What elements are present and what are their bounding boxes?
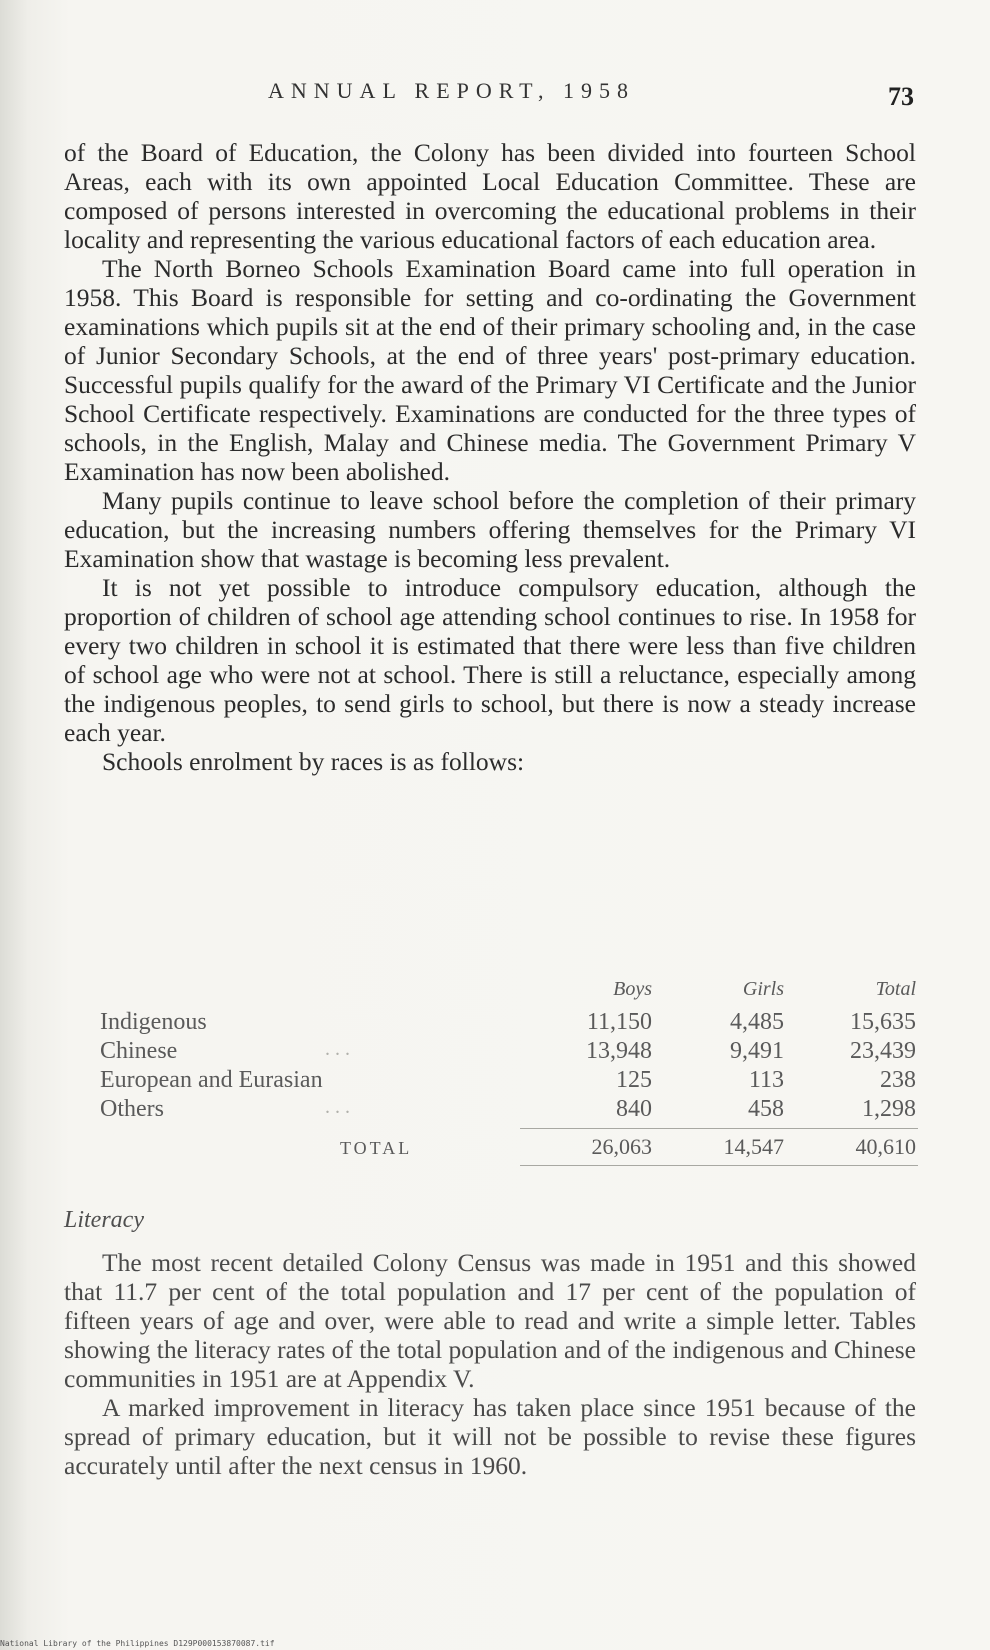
cell-total: 1,298: [862, 1096, 916, 1122]
table-row: [100, 1066, 918, 1095]
table-row: [100, 1095, 918, 1124]
cell-girls: 4,485: [730, 1009, 784, 1035]
paragraph-examination-board: The North Borneo Schools Examination Board came into full operation in 1958. This Board is responsible for setting and co-ordinating the Government examinations which pupils sit at the end of their primary schooling and, in the case of Junior Secondary Schools, at the end of three years' post-primary education. Successful pupils qualify for the award of the Primary VI Certificate and the Junior School Certificate respectively. Examinations are conducted for the three types of schools, in the English, Malay and Chinese media. The Government Primary V Examination has now been abolished.: [64, 254, 916, 486]
paragraph-continuation: of the Board of Education, the Colony has been divided into fourteen School Areas, each with its own appointed Local Education Committee. These are composed of persons interested in overcoming the educational problems in their locality and representing the various educational factors of each education area.: [64, 138, 916, 254]
table-header-boys: Boys: [613, 978, 652, 1000]
leader-dots: ...: [325, 1038, 355, 1060]
cell-girls: 9,491: [730, 1038, 784, 1064]
cell-boys: 11,150: [586, 1009, 652, 1035]
row-label: Chinese: [100, 1038, 178, 1064]
cell-total: 23,439: [850, 1038, 916, 1064]
cell-boys: 13,948: [586, 1038, 652, 1064]
running-head: ANNUAL REPORT, 1958: [268, 78, 635, 103]
paragraph-wastage: Many pupils continue to leave school before the completion of their primary education, but the increasing numbers offering themselves for the Primary VI Examination show that wastage is becoming less prevalent.: [64, 486, 916, 573]
row-label: European and Eurasian: [100, 1067, 323, 1093]
page-number: 73: [888, 82, 914, 111]
table-header-row: [100, 978, 918, 1008]
total-label: TOTAL: [340, 1138, 413, 1158]
row-label-cell: [100, 1096, 520, 1123]
total-total: 40,610: [855, 1134, 916, 1159]
table-header-spacer: [100, 978, 520, 1008]
enrolment-table: [100, 978, 918, 1166]
total-row-wrapper: [100, 1128, 918, 1166]
table-row: [100, 1008, 918, 1037]
cell-girls: 458: [748, 1096, 784, 1122]
table-header-girls: Girls: [742, 978, 784, 1000]
total-girls: 14,547: [723, 1134, 784, 1159]
paragraph-literacy-improvement: A marked improvement in literacy has taken place since 1951 because of the spread of primary education, but it will not be possible to revise these figures accurately until after the next census in 1960.: [64, 1393, 916, 1480]
total-boys: 26,063: [591, 1134, 652, 1159]
literacy-text: [64, 1248, 916, 1480]
paragraph-literacy-census: The most recent detailed Colony Census was made in 1951 and this showed that 11.7 per cent of the total population and 17 per cent of the population of fifteen years of age and over, were able to read and write a simple letter. Tables showing the literacy rates of the total population and of the indigenous and Chinese communities in 1951 are at Appendix V.: [64, 1248, 916, 1393]
paragraph-compulsory-education: It is not yet possible to introduce compulsory education, although the proportion of children of school age attending school continues to rise. In 1958 for every two children in school it is estimated that there were less than five children of school age who were not at school. There is still a reluctance, especially among the indigenous peoples, to send girls to school, but there is now a steady increase each year.: [64, 573, 916, 747]
row-label: Others: [100, 1096, 164, 1122]
scan-footer-note: National Library of the Philippines D129P000153870087.tif: [0, 1639, 275, 1648]
cell-total: 238: [880, 1067, 916, 1093]
cell-boys: 125: [616, 1067, 652, 1093]
row-label-cell: [100, 1038, 520, 1065]
section-heading-literacy: Literacy: [64, 1207, 144, 1233]
leader-dots: ...: [325, 1096, 355, 1118]
cell-boys: 840: [616, 1096, 652, 1122]
row-label: Indigenous: [100, 1009, 207, 1035]
body-text: [64, 138, 916, 776]
paragraph-enrolment-intro: Schools enrolment by races is as follows:: [102, 747, 525, 776]
cell-total: 15,635: [850, 1009, 916, 1035]
total-row: [520, 1128, 918, 1166]
cell-girls: 113: [748, 1067, 784, 1093]
table-row: [100, 1037, 918, 1066]
table-header-total: Total: [875, 978, 916, 1000]
